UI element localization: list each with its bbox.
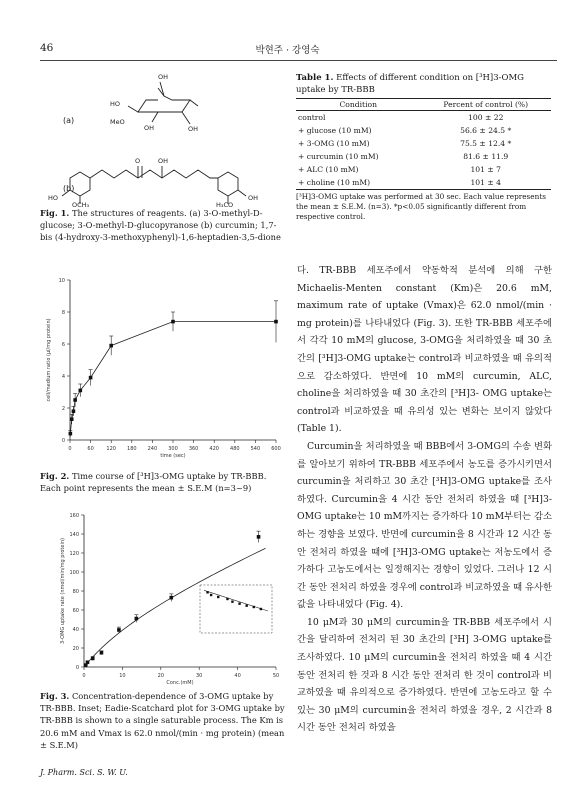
body-text <box>297 262 552 737</box>
atom-label: MeO <box>110 118 125 126</box>
data-point <box>73 398 77 402</box>
table-cell: 75.5 ± 12.4 * <box>460 139 512 148</box>
atom-label: OCH₃ <box>72 201 90 208</box>
fig2-caption <box>40 470 288 494</box>
table-cell: + ALC (10 mM) <box>298 165 359 174</box>
table-cell: 101 ± 4 <box>420 176 551 190</box>
paragraph: Curcumin을 처리하였을 때 BBB에서 3-OMG의 수송 변화를 알아보기 위하여 TR-BBB 세포주에서 농도를 증가시키면서 curcumin을 처리하고 30 초간 [³H]3-OMG uptake를 조사하였다. Curcumin을 4 시간 동안 전처리 하였을 때 [³H]3-OMG uptake는 10 mM까지는 증가하다 10 mM부터는 감소하는 경향을 보였다. 반면에 curcumin을 8 시간과 12 시간 동안 전처리 하였을 때에 [³H]3-OMG uptake는 저농도에서 증가하다 고농도에서는 일정해지는 경향이 있었다. 그러나 12 시간 동안 전처리 하였을 경우에 control과 비교하였을 때 유사한 값을 나타내었다 (Fig. 4). <box>297 440 552 611</box>
fig3-caption <box>40 690 288 751</box>
atom-label: OH <box>144 124 155 132</box>
table-title-label: Table 1. <box>296 73 334 83</box>
data-point <box>135 617 139 621</box>
data-point <box>274 320 278 324</box>
x-tick-label: 360 <box>188 446 199 452</box>
atom-label: OH <box>158 157 169 165</box>
table-row <box>296 176 551 190</box>
fig1-caption <box>40 207 288 244</box>
table-row <box>296 111 551 125</box>
data-point <box>72 409 76 413</box>
data-point <box>100 651 104 655</box>
fig3-chart <box>40 505 290 691</box>
y-tick-label: 140 <box>69 532 79 538</box>
table-cell: 100 ± 22 <box>468 113 504 122</box>
table-cell: + 3-OMG (10 mM) <box>298 139 370 148</box>
x-tick-label: 600 <box>271 446 281 452</box>
y-tick-label: 10 <box>58 278 65 284</box>
inset-data-point <box>260 608 262 610</box>
table-cell: 56.6 ± 24.5 * <box>460 126 512 135</box>
data-point <box>109 344 113 348</box>
atom-label: HO <box>48 194 59 202</box>
x-tick-label: 0 <box>82 673 86 679</box>
y-tick-label: 100 <box>69 570 79 576</box>
table-cell: + glucose (10 mM) <box>298 126 372 135</box>
atom-label: OH <box>158 73 169 81</box>
x-tick-label: 240 <box>147 446 158 452</box>
inset-data-point <box>253 606 255 608</box>
x-axis-label: Conc.(mM) <box>166 680 194 686</box>
x-tick-label: 480 <box>230 446 240 452</box>
data-point <box>117 628 121 632</box>
table-cell: + choline (10 mM) <box>296 176 420 190</box>
table-1 <box>296 72 551 223</box>
table-cell: 81.6 ± 11.9 <box>463 152 509 161</box>
paragraph: 다. TR-BBB 세포주에서 약동학적 분석에 의해 구한 Michaelis-Menten constant (Km)은 20.6 mM, maximum rate of uptake (Vmax)은 62.0 nmol/(min · mg protein)를 나타내었다 (Fig. 3). 또한 TR-BBB 세포주에서 각각 10 mM의 glucose, 3-OMG을 처리하였을 때 30 초간의 [³H]3-OMG uptake는 control과 비교하였을 때 유의적으로 감소하였다. 반면에 10 mM의 curcumin, ALC, choline을 처리하였을 때 30 초간의 [³H]3- OMG uptake는 control과 비교하였을 때 유의성 있는 변화는 보이지 않았다 (Table 1). <box>297 265 552 435</box>
x-tick-label: 300 <box>168 446 178 452</box>
x-tick-label: 50 <box>272 673 280 679</box>
fig1-structures <box>40 66 290 208</box>
inset-data-point <box>245 604 247 606</box>
fig1-label-b: (b) <box>63 184 75 193</box>
fig2-caption-text: Time course of [³H]3-OMG uptake by TR-BBB. Each point represents the mean ± S.E.M (n=3~9) <box>40 471 267 494</box>
y-tick-label: 160 <box>69 513 79 519</box>
inset-data-point <box>231 600 233 602</box>
x-tick-label: 180 <box>127 446 137 452</box>
data-point <box>86 660 90 664</box>
data-point <box>69 432 73 436</box>
x-tick-label: 10 <box>119 673 126 679</box>
journal-footer: J. Pharm. Sci. S. W. U. <box>40 768 128 777</box>
y-tick-label: 4 <box>61 374 65 380</box>
x-tick-label: 120 <box>106 446 116 452</box>
y-tick-label: 120 <box>69 551 79 557</box>
table-title-text: Effects of different condition on [³H]3-OMG uptake by TR-BBB <box>296 73 524 95</box>
y-tick-label: 2 <box>61 406 65 412</box>
x-tick-label: 30 <box>196 673 203 679</box>
fig3-caption-text: Concentration-dependence of 3-OMG uptake by TR-BBB. Inset; Eadie-Scatchard plot for 3-OMG uptake by TR-BBB is shown to a single saturable process. The Km is 20.6 mM and Vmax is 62.0 nmol/(min · mg protein) (mean ± S.E.M) <box>40 691 285 750</box>
data-point <box>91 657 95 661</box>
paragraph: 10 μM과 30 μM의 curcumin을 TR-BBB 세포주에서 시간을 달리하여 전처리 된 30 초간의 [³H] 3-OMG uptake를 조사하였다. 10 μM의 curcumin을 전처리 하였을 때 4 시간 동안 전처리 한 것과 8 시간 동안 전처리 한 것이 control과 비교하였을 때 유의적으로 증가하였다. 반면에 고농도라고 할 수 있는 30 μM의 curcumin을 전처리 하였을 경우, 2 시간과 8 시간 동안 전처리 하였을 <box>297 616 552 734</box>
x-tick-label: 60 <box>87 446 94 452</box>
x-tick-label: 540 <box>250 446 261 452</box>
fig1-caption-label: Fig. 1. <box>40 208 70 218</box>
table-row <box>296 124 551 137</box>
atom-label: HO <box>110 100 121 108</box>
fig1-label-a: (a) <box>63 116 75 125</box>
y-tick-label: 6 <box>61 342 65 348</box>
fig2-caption-label: Fig. 2. <box>40 471 70 481</box>
table-note: [³H]3-OMG uptake was performed at 30 sec. Each value represents the mean ± S.E.M. (n=3). *p<0.05 significantly different from respective control. <box>296 192 546 222</box>
inset-data-point <box>238 602 240 604</box>
inset-data-point <box>226 598 228 600</box>
y-tick-label: 20 <box>72 646 79 652</box>
y-axis-label: 3-OMG uptake rate (nmol/min/mg protein) <box>60 538 66 644</box>
y-tick-label: 0 <box>75 665 79 671</box>
y-tick-label: 60 <box>72 608 79 614</box>
fig1-caption-text: The structures of reagents. (a) 3-O-methyl-D-glucose; 3-O-methyl-D-glucopyranose (b) curcumin; 1,7-bis (4-hydroxy-3-methoxyphenyl)-1,6-heptadien-3,5-dione <box>40 208 281 243</box>
running-title: 박현주 · 강영숙 <box>255 45 320 56</box>
y-tick-label: 80 <box>72 589 79 595</box>
atom-label: O <box>135 157 141 165</box>
y-tick-label: 0 <box>61 438 65 444</box>
table-cell: control <box>298 113 326 122</box>
table-header-percent: Percent of control (%) <box>420 99 551 111</box>
x-axis-label: time (sec) <box>160 453 186 459</box>
inset-data-point <box>210 594 212 596</box>
data-point <box>79 389 83 393</box>
fig2-chart <box>40 272 290 464</box>
data-point <box>89 376 93 380</box>
data-point <box>171 320 175 324</box>
y-tick-label: 40 <box>72 627 79 633</box>
heptadiene-chain <box>90 170 218 178</box>
x-tick-label: 420 <box>209 446 219 452</box>
table-header-condition: Condition <box>296 99 420 111</box>
page-number: 46 <box>40 42 54 54</box>
table-cell: + curcumin (10 mM) <box>298 152 379 161</box>
glucose-ring <box>138 88 190 112</box>
y-tick-label: 8 <box>61 310 65 316</box>
table-row <box>296 150 551 163</box>
fig3-caption-label: Fig. 3. <box>40 691 70 701</box>
atom-label: OH <box>248 194 259 202</box>
data-point <box>257 535 261 539</box>
y-axis-label: cell/medium ratio (μl/mg protein) <box>46 318 52 402</box>
table-row <box>296 163 551 176</box>
inset-data-point <box>206 591 208 593</box>
table-title <box>296 72 551 96</box>
inset-data-point <box>217 596 219 598</box>
data-point <box>169 596 173 600</box>
x-tick-label: 0 <box>68 446 72 452</box>
table-cell: 101 ± 7 <box>470 165 501 174</box>
data-point <box>70 417 74 421</box>
series-line <box>70 322 276 434</box>
header-rule <box>40 60 557 61</box>
data-table <box>296 98 551 190</box>
atom-label: H₃CO <box>216 201 234 208</box>
atom-label: OH <box>188 125 199 133</box>
x-tick-label: 40 <box>234 673 241 679</box>
table-row <box>296 137 551 150</box>
benzene-ring-right <box>218 172 238 196</box>
x-tick-label: 20 <box>157 673 164 679</box>
